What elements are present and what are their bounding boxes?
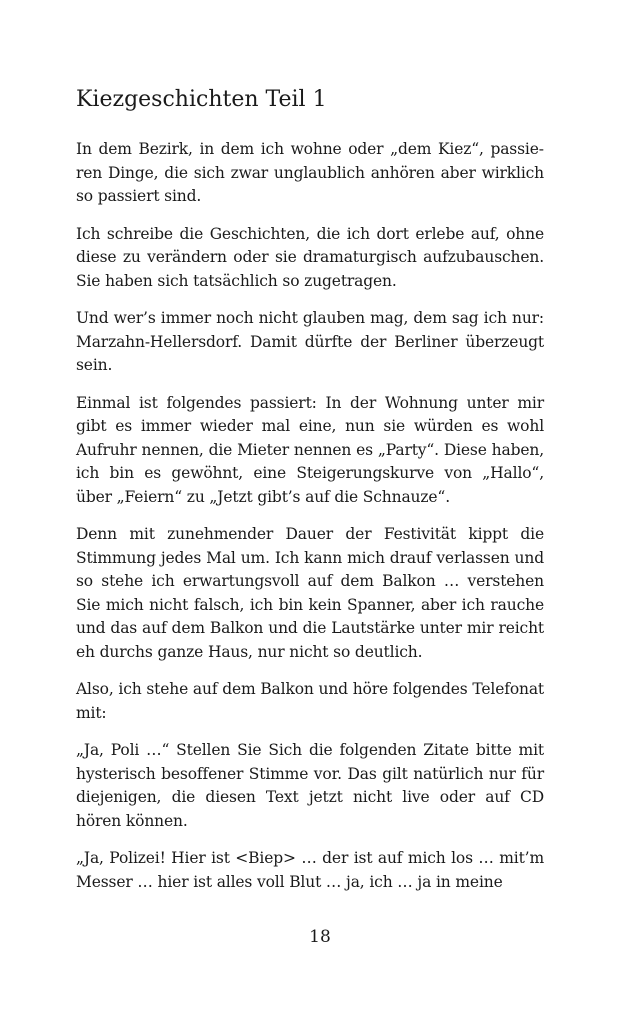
page-number: 18 [309, 927, 331, 947]
paragraph: Einmal ist folgendes passiert: In der Wohnung unter mir gibt es immer wieder mal eine, nun sie würden es wohl Aufruhr nennen, die Mieter nennen es „Party“. Diese haben, ich bin es gewöhnt, eine Steigerungskurve von „Hallo“, über „Feiern“ zu „Jetzt gibt’s auf die Schnauze“. [76, 393, 544, 506]
paragraph: Denn mit zunehmender Dauer der Festivität kippt die Stimmung jedes Mal um. Ich kann mich drauf verlassen und so stehe ich erwartungsvoll auf dem Balkon … verstehen Sie mich nicht falsch, ich bin kein Spanner, aber ich rauche und das auf dem Balkon und die Lautstärke unter mir reicht eh durchs ganze Haus, nur nicht so deutlich. [76, 525, 544, 661]
paragraph: In dem Bezirk, in dem ich wohne oder „dem Kiez“, passieren Dinge, die sich zwar unglaublich anhören aber wirklich so passiert sind. [76, 140, 544, 205]
paragraph: Und wer’s immer noch nicht glauben mag, dem sag ich nur: Marzahn-Hellersdorf. Damit dürfte der Berliner überzeugt sein. [76, 309, 544, 374]
paragraph: Ich schreibe die Geschichten, die ich dort erlebe auf, ohne diese zu verändern oder sie dramaturgisch aufzubauschen. Sie haben sich tatsächlich so zugetragen. [76, 224, 544, 290]
chapter-heading: Kiezgeschichten Teil 1 [76, 87, 327, 112]
paragraph: „Ja, Poli …“ Stellen Sie Sich die folgenden Zitate bitte mit hysterisch besoffener Stimme vor. Das gilt natürlich nur für diejenigen, die diesen Text jetzt nicht live oder auf CD hören können. [76, 741, 544, 830]
paragraph: „Ja, Polizei! Hier ist <Biep> … der ist auf mich los … mit’m Messer … hier ist alles voll Blut … ja, ich … ja in meine [76, 849, 544, 891]
body-text [76, 138, 544, 908]
paragraph: Also, ich stehe auf dem Balkon und höre folgendes Telefonat mit: [76, 680, 544, 722]
